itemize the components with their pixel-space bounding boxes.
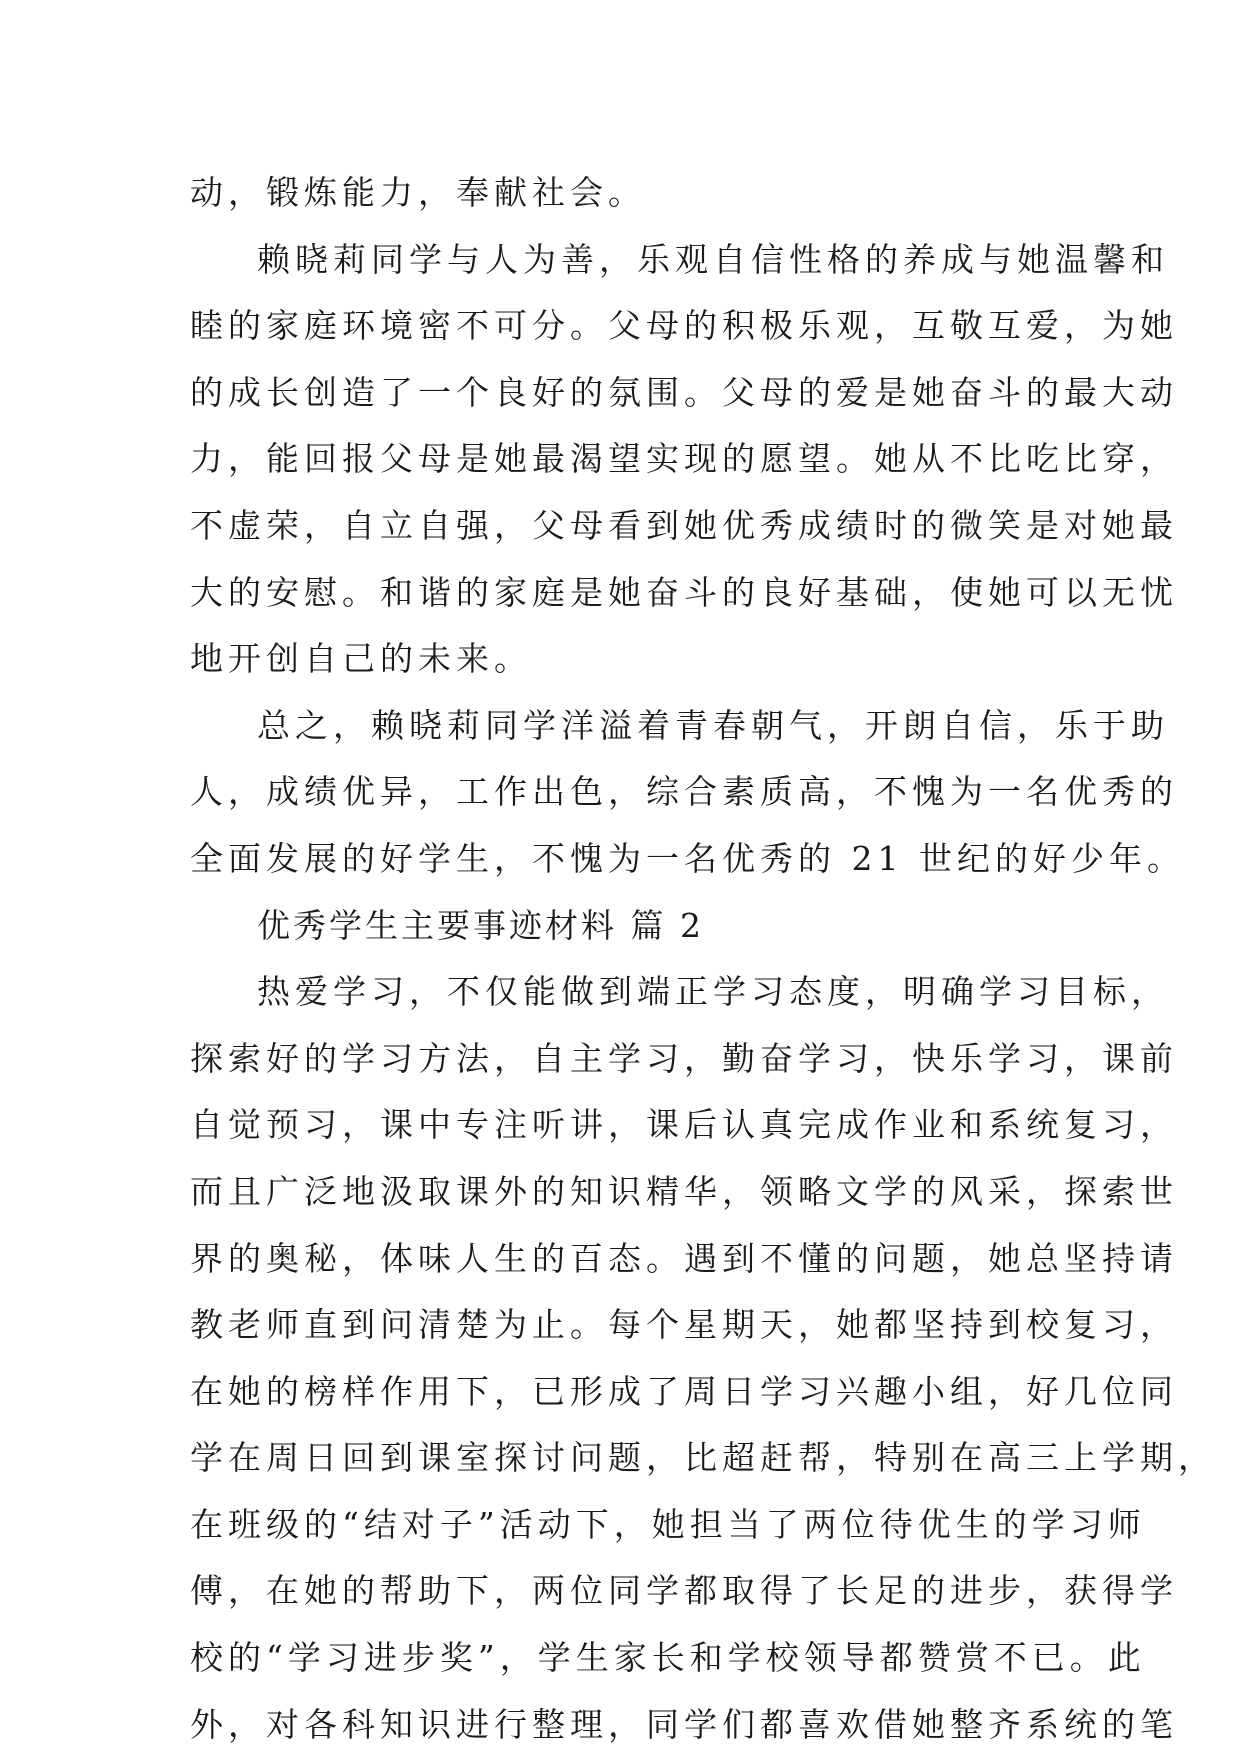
- text-line: 睦的家庭环境密不可分。父母的积极乐观，互敬互爱，为她: [190, 306, 1178, 346]
- paragraph-start-line: 总之，赖晓莉同学洋溢着青春朝气，开朗自信，乐于助: [257, 705, 1169, 745]
- text-line: 学在周日回到课室探讨问题，比超赶帮，特别在高三上学期，: [190, 1438, 1216, 1478]
- text-line: 校的“学习进步奖”，学生家长和学校领导都赞赏不已。此: [190, 1638, 1146, 1678]
- text-line: 在她的榜样作用下，已形成了周日学习兴趣小组，好几位同: [190, 1371, 1178, 1411]
- text-line: 外，对各科知识进行整理，同学们都喜欢借她整齐系统的笔: [190, 1704, 1178, 1744]
- text-line: 力，能回报父母是她最渴望实现的愿望。她从不比吃比穿，: [190, 439, 1178, 479]
- text-line: 探索好的学习方法，自主学习，勤奋学习，快乐学习，课前: [190, 1038, 1178, 1078]
- text-line: 界的奥秘，体味人生的百态。遇到不懂的问题，她总坚持请: [190, 1238, 1178, 1278]
- text-line: 教老师直到问清楚为止。每个星期天，她都坚持到校复习，: [190, 1305, 1178, 1345]
- text-line: 的成长创造了一个良好的氛围。父母的爱是她奋斗的最大动: [190, 372, 1178, 412]
- text-line: 动，锻炼能力，奉献社会。: [190, 173, 646, 212]
- paragraph-start-line: 赖晓莉同学与人为善，乐观自信性格的养成与她温馨和: [257, 239, 1169, 279]
- paragraph-start-line: 热爱学习，不仅能做到端正学习态度，明确学习目标，: [257, 972, 1169, 1012]
- text-line: 不虚荣，自立自强，父母看到她优秀成绩时的微笑是对她最: [190, 505, 1178, 545]
- text-line: 傅，在她的帮助下，两位同学都取得了长足的进步，获得学: [190, 1571, 1178, 1611]
- text-line: 人，成绩优异，工作出色，综合素质高，不愧为一名优秀的: [190, 772, 1178, 812]
- text-line: 大的安慰。和谐的家庭是她奋斗的良好基础，使她可以无忧: [190, 572, 1178, 612]
- document-page: [190, 160, 1216, 1758]
- text-line: 全面发展的好学生，不愧为一名优秀的 21 世纪的好少年。: [190, 838, 1185, 878]
- text-line: 而且广泛地汲取课外的知识精华，领略文学的风采，探索世: [190, 1171, 1178, 1211]
- text-line: 自觉预习，课中专注听讲，课后认真完成作业和系统复习，: [190, 1105, 1178, 1145]
- section-heading: 优秀学生主要事迹材料 篇 2: [257, 905, 704, 945]
- text-line: 在班级的“结对子”活动下，她担当了两位待优生的学习师: [190, 1504, 1146, 1544]
- text-line: 地开创自己的未来。: [190, 639, 532, 679]
